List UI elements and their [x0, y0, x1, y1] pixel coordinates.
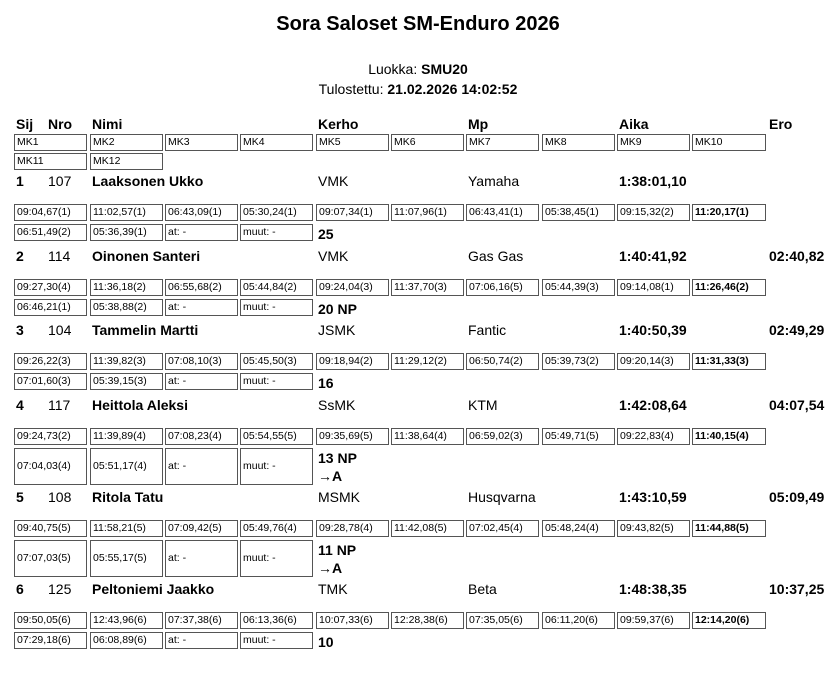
stage-time-mk3: 07:08,23(4): [165, 428, 238, 445]
stage-time-mk10: 11:31,33(3): [692, 353, 766, 370]
rider-bike: Fantic: [468, 322, 507, 338]
rider-time: 1:40:41,92: [619, 248, 687, 264]
rider-position: 1: [16, 173, 24, 189]
rider-bike: Husqvarna: [468, 489, 536, 505]
stage-time-mk5: 09:28,78(4): [316, 520, 389, 537]
stage-time-mk5: 09:24,04(3): [316, 279, 389, 296]
header-club: Kerho: [318, 116, 359, 132]
stage-time-mk10: 11:26,46(2): [692, 279, 766, 296]
stage-time-mk9: 09:20,14(3): [617, 353, 690, 370]
rider-name: Ritola Tatu: [92, 489, 164, 505]
class-line: [0, 61, 836, 77]
rider-number: 114: [48, 248, 71, 264]
rider-name: Heittola Aleksi: [92, 397, 188, 413]
stage-time-mk3: 07:09,42(5): [165, 520, 238, 537]
header-pos: Sij: [16, 116, 34, 132]
stage-time-mk8: 05:48,24(4): [542, 520, 615, 537]
rider-muut: muut: -: [240, 540, 313, 577]
stage-time-mk5: 09:18,94(2): [316, 353, 389, 370]
rider-club: VMK: [318, 248, 349, 264]
rider-points: 25: [318, 226, 334, 242]
class-value: SMU20: [421, 61, 468, 77]
stage-time-mk8: 05:39,73(2): [542, 353, 615, 370]
rider-bike: Gas Gas: [468, 248, 524, 264]
rider-muut: muut: -: [240, 448, 313, 485]
rider-name: Laaksonen Ukko: [92, 173, 204, 189]
rider-at: at: -: [165, 540, 238, 577]
stage-time-mk3: 07:37,38(6): [165, 612, 238, 629]
stage-time-mk1: 09:24,73(2): [14, 428, 87, 445]
rider-number: 117: [48, 397, 71, 413]
page-title: Sora Saloset SM-Enduro 2026: [276, 13, 560, 35]
rider-time: 1:42:08,64: [619, 397, 687, 413]
stage-time-mk8: 06:11,20(6): [542, 612, 615, 629]
rider-diff: 04:07,54: [769, 397, 825, 413]
stage-time-mk5: 10:07,33(6): [316, 612, 389, 629]
rider-points: 13 NP: [318, 450, 357, 466]
rider-diff: 10:37,25: [769, 581, 825, 597]
stage-time-mk10: 11:40,15(4): [692, 428, 766, 445]
rider-club: JSMK: [318, 322, 356, 338]
stage-time-mk6: 11:42,08(5): [391, 520, 464, 537]
rider-number: 107: [48, 173, 72, 189]
stage-time-mk9: 09:22,83(4): [617, 428, 690, 445]
stage-header-mk11: MK11: [14, 153, 87, 170]
stage-header-mk9: MK9: [617, 134, 690, 151]
stage-time-mk12: 06:08,89(6): [90, 632, 163, 649]
stage-time-mk6: 11:07,96(1): [391, 204, 464, 221]
stage-time-mk10: 12:14,20(6): [692, 612, 766, 629]
stage-time-mk9: 09:14,08(1): [617, 279, 690, 296]
stage-time-mk6: 11:37,70(3): [391, 279, 464, 296]
rider-points: 16: [318, 375, 334, 391]
header-diff: Ero: [769, 116, 793, 132]
stage-time-mk1: 09:04,67(1): [14, 204, 87, 221]
rider-club: VMK: [318, 173, 349, 189]
stage-time-mk2: 11:02,57(1): [90, 204, 163, 221]
rider-position: 5: [16, 489, 24, 505]
printed-label: Tulostettu:: [318, 81, 384, 97]
stage-time-mk4: 05:45,50(3): [240, 353, 313, 370]
class-label: Luokka:: [368, 61, 418, 77]
rider-at: at: -: [165, 632, 238, 649]
stage-time-mk1: 09:27,30(4): [14, 279, 87, 296]
stage-time-mk9: 09:15,32(2): [617, 204, 690, 221]
stage-header-mk12: MK12: [90, 153, 163, 170]
stage-time-mk12: 05:55,17(5): [90, 540, 163, 577]
stage-time-mk4: 05:54,55(5): [240, 428, 313, 445]
stage-time-mk3: 06:43,09(1): [165, 204, 238, 221]
rider-at: at: -: [165, 373, 238, 390]
rider-position: 3: [16, 322, 24, 338]
stage-time-mk7: 07:35,05(6): [466, 612, 539, 629]
rider-muut: muut: -: [240, 299, 313, 316]
stage-time-mk10: 11:20,17(1): [692, 204, 766, 221]
rider-diff: 05:09,49: [769, 489, 825, 505]
rider-club: TMK: [318, 581, 348, 597]
stage-time-mk2: 11:58,21(5): [90, 520, 163, 537]
stage-header-mk7: MK7: [466, 134, 539, 151]
rider-club: MSMK: [318, 489, 360, 505]
header-bike: Mp: [468, 116, 489, 132]
stage-header-mk1: MK1: [14, 134, 87, 151]
printed-value: 21.02.2026 14:02:52: [387, 81, 518, 97]
stage-time-mk1: 09:50,05(6): [14, 612, 87, 629]
stage-time-mk4: 05:44,84(2): [240, 279, 313, 296]
stage-time-mk11: 06:51,49(2): [14, 224, 87, 241]
rider-muut: muut: -: [240, 373, 313, 390]
stage-header-mk4: MK4: [240, 134, 313, 151]
stage-header-mk5: MK5: [316, 134, 389, 151]
stage-time-mk8: 05:44,39(3): [542, 279, 615, 296]
stage-time-mk4: 05:30,24(1): [240, 204, 313, 221]
rider-position: 2: [16, 248, 24, 264]
stage-time-mk6: 11:38,64(4): [391, 428, 464, 445]
stage-time-mk1: 09:26,22(3): [14, 353, 87, 370]
stage-time-mk9: 09:43,82(5): [617, 520, 690, 537]
header-num: Nro: [48, 116, 73, 132]
rider-time: 1:43:10,59: [619, 489, 687, 505]
rider-bike: Beta: [468, 581, 497, 597]
rider-note: →A: [318, 468, 343, 484]
rider-time: 1:38:01,10: [619, 173, 687, 189]
stage-time-mk11: 07:04,03(4): [14, 448, 87, 485]
stage-time-mk7: 06:43,41(1): [466, 204, 539, 221]
rider-points: 11 NP: [318, 542, 357, 558]
stage-time-mk2: 12:43,96(6): [90, 612, 163, 629]
stage-time-mk4: 06:13,36(6): [240, 612, 313, 629]
stage-time-mk11: 06:46,21(1): [14, 299, 87, 316]
stage-time-mk11: 07:07,03(5): [14, 540, 87, 577]
stage-time-mk6: 12:28,38(6): [391, 612, 464, 629]
stage-header-mk6: MK6: [391, 134, 464, 151]
rider-at: at: -: [165, 299, 238, 316]
stage-time-mk2: 11:39,82(3): [90, 353, 163, 370]
rider-bike: Yamaha: [468, 173, 520, 189]
stage-time-mk1: 09:40,75(5): [14, 520, 87, 537]
stage-header-mk2: MK2: [90, 134, 163, 151]
stage-time-mk11: 07:01,60(3): [14, 373, 87, 390]
header-name: Nimi: [92, 116, 123, 132]
rider-muut: muut: -: [240, 632, 313, 649]
rider-bike: KTM: [468, 397, 498, 413]
stage-time-mk9: 09:59,37(6): [617, 612, 690, 629]
printed-line: [0, 81, 836, 97]
stage-time-mk12: 05:51,17(4): [90, 448, 163, 485]
rider-number: 125: [48, 581, 72, 597]
header-time: Aika: [619, 116, 649, 132]
stage-time-mk7: 07:06,16(5): [466, 279, 539, 296]
rider-time: 1:48:38,35: [619, 581, 687, 597]
rider-at: at: -: [165, 448, 238, 485]
stage-time-mk3: 07:08,10(3): [165, 353, 238, 370]
rider-name: Oinonen Santeri: [92, 248, 201, 264]
rider-club: SsMK: [318, 397, 356, 413]
rider-name: Peltoniemi Jaakko: [92, 581, 215, 597]
rider-number: 108: [48, 489, 72, 505]
stage-time-mk12: 05:36,39(1): [90, 224, 163, 241]
rider-at: at: -: [165, 224, 238, 241]
stage-header-mk8: MK8: [542, 134, 615, 151]
stage-time-mk7: 07:02,45(4): [466, 520, 539, 537]
stage-time-mk6: 11:29,12(2): [391, 353, 464, 370]
rider-time: 1:40:50,39: [619, 322, 687, 338]
rider-diff: 02:49,29: [769, 322, 825, 338]
stage-time-mk11: 07:29,18(6): [14, 632, 87, 649]
stage-time-mk2: 11:36,18(2): [90, 279, 163, 296]
stage-time-mk4: 05:49,76(4): [240, 520, 313, 537]
stage-header-mk10: MK10: [692, 134, 766, 151]
rider-note: →A: [318, 560, 343, 576]
stage-time-mk12: 05:39,15(3): [90, 373, 163, 390]
rider-number: 104: [48, 322, 72, 338]
rider-points: 20 NP: [318, 301, 357, 317]
stage-time-mk2: 11:39,89(4): [90, 428, 163, 445]
stage-time-mk3: 06:55,68(2): [165, 279, 238, 296]
rider-muut: muut: -: [240, 224, 313, 241]
stage-time-mk8: 05:49,71(5): [542, 428, 615, 445]
stage-header-mk3: MK3: [165, 134, 238, 151]
stage-time-mk8: 05:38,45(1): [542, 204, 615, 221]
stage-time-mk5: 09:35,69(5): [316, 428, 389, 445]
rider-position: 4: [16, 397, 24, 413]
stage-time-mk12: 05:38,88(2): [90, 299, 163, 316]
stage-time-mk7: 06:50,74(2): [466, 353, 539, 370]
stage-time-mk7: 06:59,02(3): [466, 428, 539, 445]
rider-points: 10: [318, 634, 334, 650]
rider-name: Tammelin Martti: [92, 322, 199, 338]
rider-position: 6: [16, 581, 24, 597]
stage-time-mk10: 11:44,88(5): [692, 520, 766, 537]
stage-time-mk5: 09:07,34(1): [316, 204, 389, 221]
rider-diff: 02:40,82: [769, 248, 825, 264]
